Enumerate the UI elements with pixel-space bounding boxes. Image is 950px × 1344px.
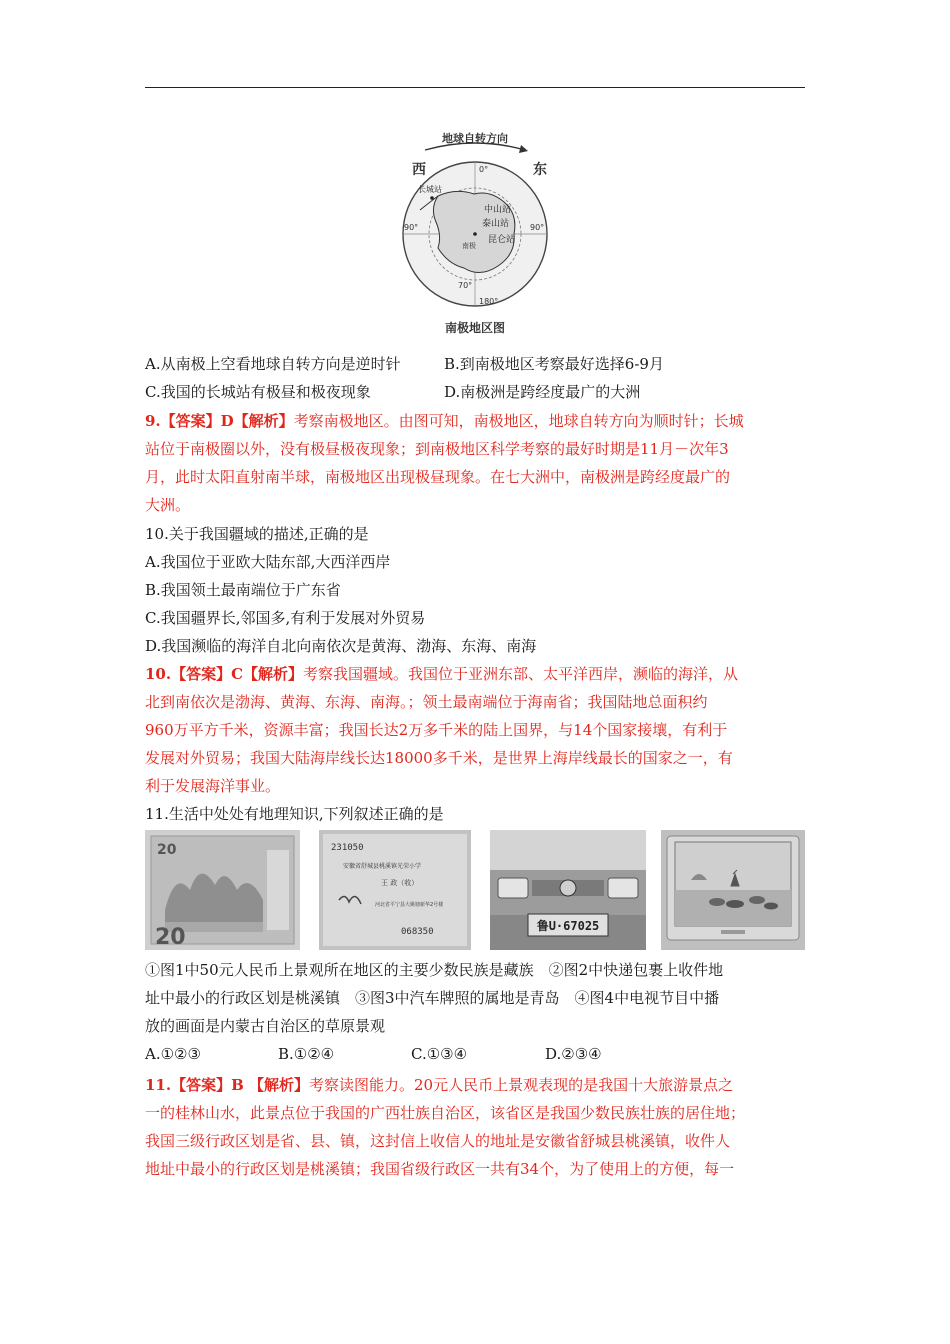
left-headlight-icon xyxy=(498,878,528,898)
answer-11-line-2: 一的桂林山水，此景点位于我国的广西壮族自治区，该省区是我国少数民族壮族的居住地； xyxy=(145,1104,746,1122)
answer-10-label: 10.【答案】C【解析】 xyxy=(145,665,304,683)
q11-option-d: D.②③④ xyxy=(545,1045,602,1063)
q10-option-a: A.我国位于亚欧大陆东部,大西洋西岸 xyxy=(145,553,391,571)
q11-statement-line-1: ①图1中50元人民币上景观所在地区的主要少数民族是藏族 ②图2中快递包裹上收件地 xyxy=(145,961,724,979)
q11-option-a: A.①②③ xyxy=(145,1045,201,1063)
photo-2-envelope xyxy=(319,830,471,950)
taishan-station-label: 泰山站 xyxy=(482,219,510,229)
deg-180-label: 180° xyxy=(479,297,499,306)
answer-11-line-3: 我国三级行政区划是省、县、镇，这封信上收信人的地址是安徽省舒城县桃溪镇，收件人 xyxy=(145,1132,731,1150)
answer-10-line-5: 利于发展海洋事业。 xyxy=(145,777,281,795)
map-title: 地球自转方向 xyxy=(442,132,508,145)
banknote-value-bottom: 20 xyxy=(155,925,186,950)
zhongshan-station-label: 中山站 xyxy=(484,205,512,215)
license-plate: 鲁U·67025 xyxy=(536,919,600,933)
deg-90e-label: 90° xyxy=(530,223,545,232)
banknote-value-top: 20 xyxy=(157,842,177,858)
right-headlight-icon xyxy=(608,878,638,898)
changcheng-station-marker xyxy=(430,196,434,200)
answer-9-line-1: 9.【答案】D【解析】考察南极地区。由图可知，南极地区，地球自转方向为顺时针；长城 xyxy=(145,412,744,430)
kunlun-station-label: 昆仑站 xyxy=(488,235,516,245)
answer-9-line-2: 站位于南极圈以外，没有极昼极夜现象；到南极地区科学考察的最好时期是11月－次年3 xyxy=(145,440,729,458)
answer-10-line-3: 960万平方千米，资源丰富；我国长达2万多千米的陆上国界，与14个国家接壤，有利于 xyxy=(145,721,728,739)
changcheng-station-label: 长城站 xyxy=(418,185,442,194)
answer-9-line-4: 大洲。 xyxy=(145,496,191,514)
photo-1-banknote xyxy=(145,830,300,950)
q11-option-b: B.①②④ xyxy=(278,1045,335,1063)
q11-statement-line-2: 址中最小的行政区划是桃溪镇 ③图3中汽车牌照的属地是青岛 ④图4中电视节目中播 xyxy=(145,989,720,1007)
q11-photo-strip xyxy=(145,830,805,950)
answer-10-line-4: 发展对外贸易；我国大陆海岸线长达18000多千米，是世界上海岸线最长的国家之一，有 xyxy=(145,749,733,767)
envelope-address-line-1: 安徽省舒城县桃溪镇光荣小学 xyxy=(343,863,422,870)
car-logo-icon xyxy=(560,880,576,896)
map-east-label: 东 xyxy=(533,162,547,178)
envelope-recipient: 王 政（收） xyxy=(381,879,419,887)
q9-option-d: D.南极洲是跨经度最广的大洲 xyxy=(444,383,641,401)
q11-statement-line-3: 放的画面是内蒙古自治区的草原景观 xyxy=(145,1017,386,1035)
q10-option-d: D.我国濒临的海洋自北向南依次是黄海、渤海、东海、南海 xyxy=(145,637,537,655)
q10-option-c: C.我国疆界长,邻国多,有利于发展对外贸易 xyxy=(145,609,426,627)
answer-9-line-3: 月，此时太阳直射南半球，南极地区出现极昼现象。在七大洲中，南极洲是跨经度最广的 xyxy=(145,468,731,486)
answer-10-line-1: 10.【答案】C【解析】考察我国疆域。我国位于亚洲东部、太平洋西岸，濒临的海洋，从 xyxy=(145,665,739,683)
deg-70-label: 70° xyxy=(458,281,473,290)
answer-10-line-2: 北到南依次是渤海、黄海、东海、南海。；领土最南端位于海南省；我国陆地总面积约 xyxy=(145,693,708,711)
photo-4-tv xyxy=(661,830,805,950)
deg-90w-label: 90° xyxy=(404,223,419,232)
answer-11-line-4: 地址中最小的行政区划是桃溪镇；我国省级行政区一共有34个，为了使用上的方便，每一 xyxy=(145,1160,735,1178)
q9-option-a: A.从南极上空看地球自转方向是逆时针 xyxy=(145,355,401,373)
photo-3-car xyxy=(490,830,646,950)
arrow-head-icon xyxy=(519,145,528,153)
q9-option-b: B.到南极地区考察最好选择6-9月 xyxy=(444,355,664,373)
answer-11-label: 11.【答案】B 【解析】 xyxy=(145,1076,309,1094)
q9-option-c: C.我国的长城站有极昼和极夜现象 xyxy=(145,383,371,401)
envelope-postcode: 231050 xyxy=(331,843,364,853)
q10-option-b: B.我国领土最南端位于广东省 xyxy=(145,581,341,599)
envelope-sender-line: 河北省平宁县大姚塘新华2号楼 xyxy=(375,902,444,908)
map-caption: 南极地区图 xyxy=(444,321,506,335)
question-10-stem: 10.关于我国疆域的描述,正确的是 xyxy=(145,525,369,543)
map-west-label: 西 xyxy=(412,162,426,178)
answer-11-line-1: 11.【答案】B 【解析】考察读图能力。20元人民币上景观表现的是我国十大旅游景点之 xyxy=(145,1076,734,1094)
south-pole-label: 南极 xyxy=(462,242,476,250)
south-pole-marker xyxy=(473,232,477,236)
question-11-stem: 11.生活中处处有地理知识,下列叙述正确的是 xyxy=(145,805,444,823)
antarctic-map-figure xyxy=(390,128,560,338)
envelope-sender-zip: 068350 xyxy=(401,927,434,937)
deg-0-label: 0° xyxy=(479,165,489,174)
q11-option-c: C.①③④ xyxy=(411,1045,468,1063)
answer-9-label: 9.【答案】D【解析】 xyxy=(145,412,294,430)
header-rule xyxy=(145,87,805,88)
